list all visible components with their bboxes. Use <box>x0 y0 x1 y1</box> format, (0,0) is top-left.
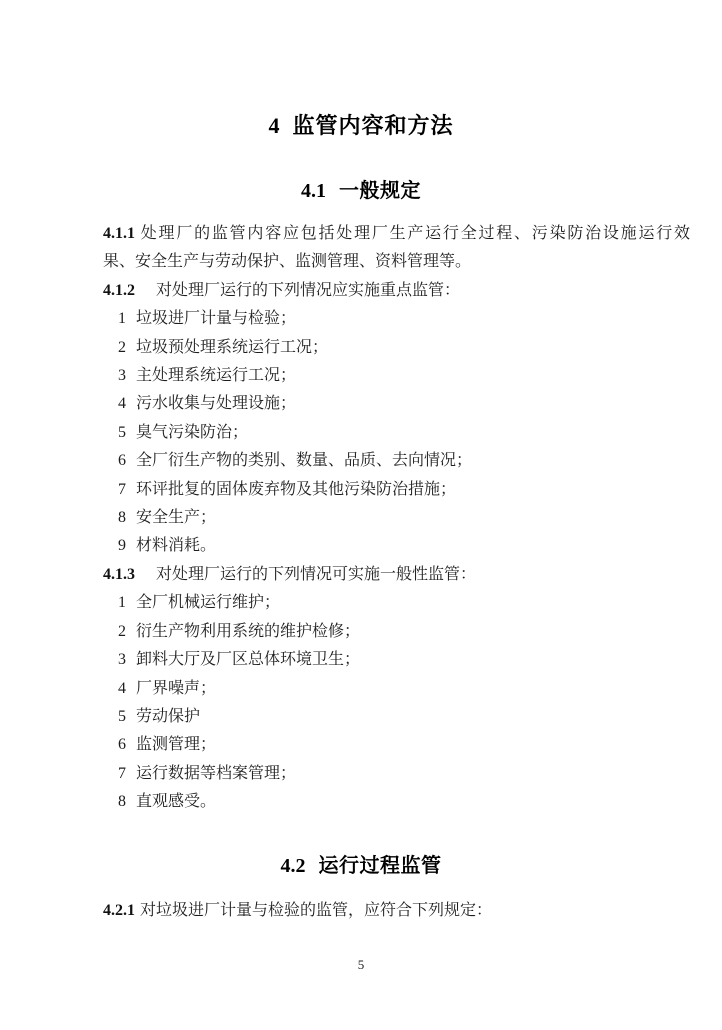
list-item-text: 厂界噪声； <box>136 679 217 697</box>
list-item <box>103 419 690 447</box>
list-item-text: 运行数据等档案管理； <box>136 764 297 782</box>
clause-4-1-1-number: 4.1.1 <box>103 225 135 242</box>
list-item-text: 垃圾预处理系统运行工况； <box>136 338 329 356</box>
list-item-number: 7 <box>118 480 126 498</box>
list-item-text: 环评批复的固体废弃物及其他污染防治措施； <box>136 480 457 498</box>
list-item <box>103 646 690 674</box>
section-4-1-body <box>103 220 690 817</box>
clause-4-1-2-text: 对处理厂运行的下列情况应实施重点监管： <box>156 281 461 299</box>
section-4-1-number: 4.1 <box>301 180 326 202</box>
list-item-text: 全厂机械运行维护； <box>136 594 281 612</box>
list-item <box>103 476 690 504</box>
list-item-number: 7 <box>118 764 126 782</box>
clause-4-1-2-lead <box>103 277 690 305</box>
list-item-number: 8 <box>118 793 126 811</box>
clause-4-1-3-number: 4.1.3 <box>103 565 135 583</box>
list-item <box>103 305 690 333</box>
clause-4-1-1-text-1: 处理厂的监管内容应包括处理厂生产运行全过程、污染防治设施运行效 <box>140 225 690 242</box>
list-item <box>103 532 690 560</box>
list-item <box>103 703 690 731</box>
list-item-number: 5 <box>118 423 126 441</box>
clause-4-1-1-text-2: 果、安全生产与劳动保护、监测管理、资料管理等。 <box>103 253 472 271</box>
chapter-number: 4 <box>268 113 280 138</box>
list-item <box>103 589 690 617</box>
clause-4-1-3-text: 对处理厂运行的下列情况可实施一般性监管： <box>156 565 477 583</box>
clause-4-1-2-number: 4.1.2 <box>103 281 135 299</box>
list-item-text: 臭气污染防治； <box>136 423 249 441</box>
clause-4-2-1-text: 对垃圾进厂计量与检验的监管，应符合下列规定： <box>140 901 493 919</box>
list-item-text: 垃圾进厂计量与检验； <box>136 310 297 328</box>
list-item <box>103 334 690 362</box>
list-item-text: 主处理系统运行工况； <box>136 367 297 385</box>
list-item-number: 6 <box>118 452 126 470</box>
list-item <box>103 390 690 418</box>
clause-4-2-1 <box>103 897 690 925</box>
list-item <box>103 675 690 703</box>
list-item-number: 9 <box>118 537 126 555</box>
list-item-number: 1 <box>118 594 126 612</box>
list-item-text: 全厂衍生产物的类别、数量、品质、去向情况； <box>136 452 473 470</box>
list-item-number: 2 <box>118 622 126 640</box>
list-item <box>103 760 690 788</box>
chapter-heading <box>0 0 722 140</box>
list-item-text: 监测管理； <box>136 736 217 754</box>
clause-4-1-3-lead <box>103 561 690 589</box>
chapter-title: 监管内容和方法 <box>292 113 454 138</box>
section-4-2-number: 4.2 <box>280 854 306 877</box>
section-heading-4-1 <box>0 178 722 204</box>
page-number: 5 <box>357 956 365 972</box>
list-item-number: 4 <box>118 679 126 697</box>
section-4-2-title: 运行过程监管 <box>318 854 442 877</box>
list-item-text: 直观感受。 <box>136 793 217 811</box>
list-item-number: 1 <box>118 310 126 328</box>
list-item-text: 安全生产； <box>136 509 217 527</box>
list-item <box>103 788 690 816</box>
clause-4-1-1-line-2 <box>103 248 690 276</box>
list-item <box>103 362 690 390</box>
section-4-1-title: 一般规定 <box>339 180 421 202</box>
list-item-number: 3 <box>118 651 126 669</box>
list-item-number: 8 <box>118 509 126 527</box>
section-heading-4-2 <box>0 853 722 879</box>
list-item-text: 污水收集与处理设施； <box>136 395 297 413</box>
list-item-text: 劳动保护 <box>136 707 201 725</box>
clause-4-2-1-number: 4.2.1 <box>103 901 135 919</box>
list-item <box>103 731 690 759</box>
list-item-number: 5 <box>118 707 126 725</box>
list-item-text: 衍生产物利用系统的维护检修； <box>136 622 361 640</box>
list-item <box>103 447 690 475</box>
list-item <box>103 504 690 532</box>
list-item-text: 材料消耗。 <box>136 537 217 555</box>
list-item-text: 卸料大厅及厂区总体环境卫生； <box>136 651 361 669</box>
list-item-number: 4 <box>118 395 126 413</box>
clause-4-1-1-line-1 <box>103 220 690 248</box>
list-item <box>103 618 690 646</box>
list-item-number: 6 <box>118 736 126 754</box>
section-4-2-body <box>103 897 690 925</box>
list-item-number: 2 <box>118 338 126 356</box>
list-item-number: 3 <box>118 367 126 385</box>
